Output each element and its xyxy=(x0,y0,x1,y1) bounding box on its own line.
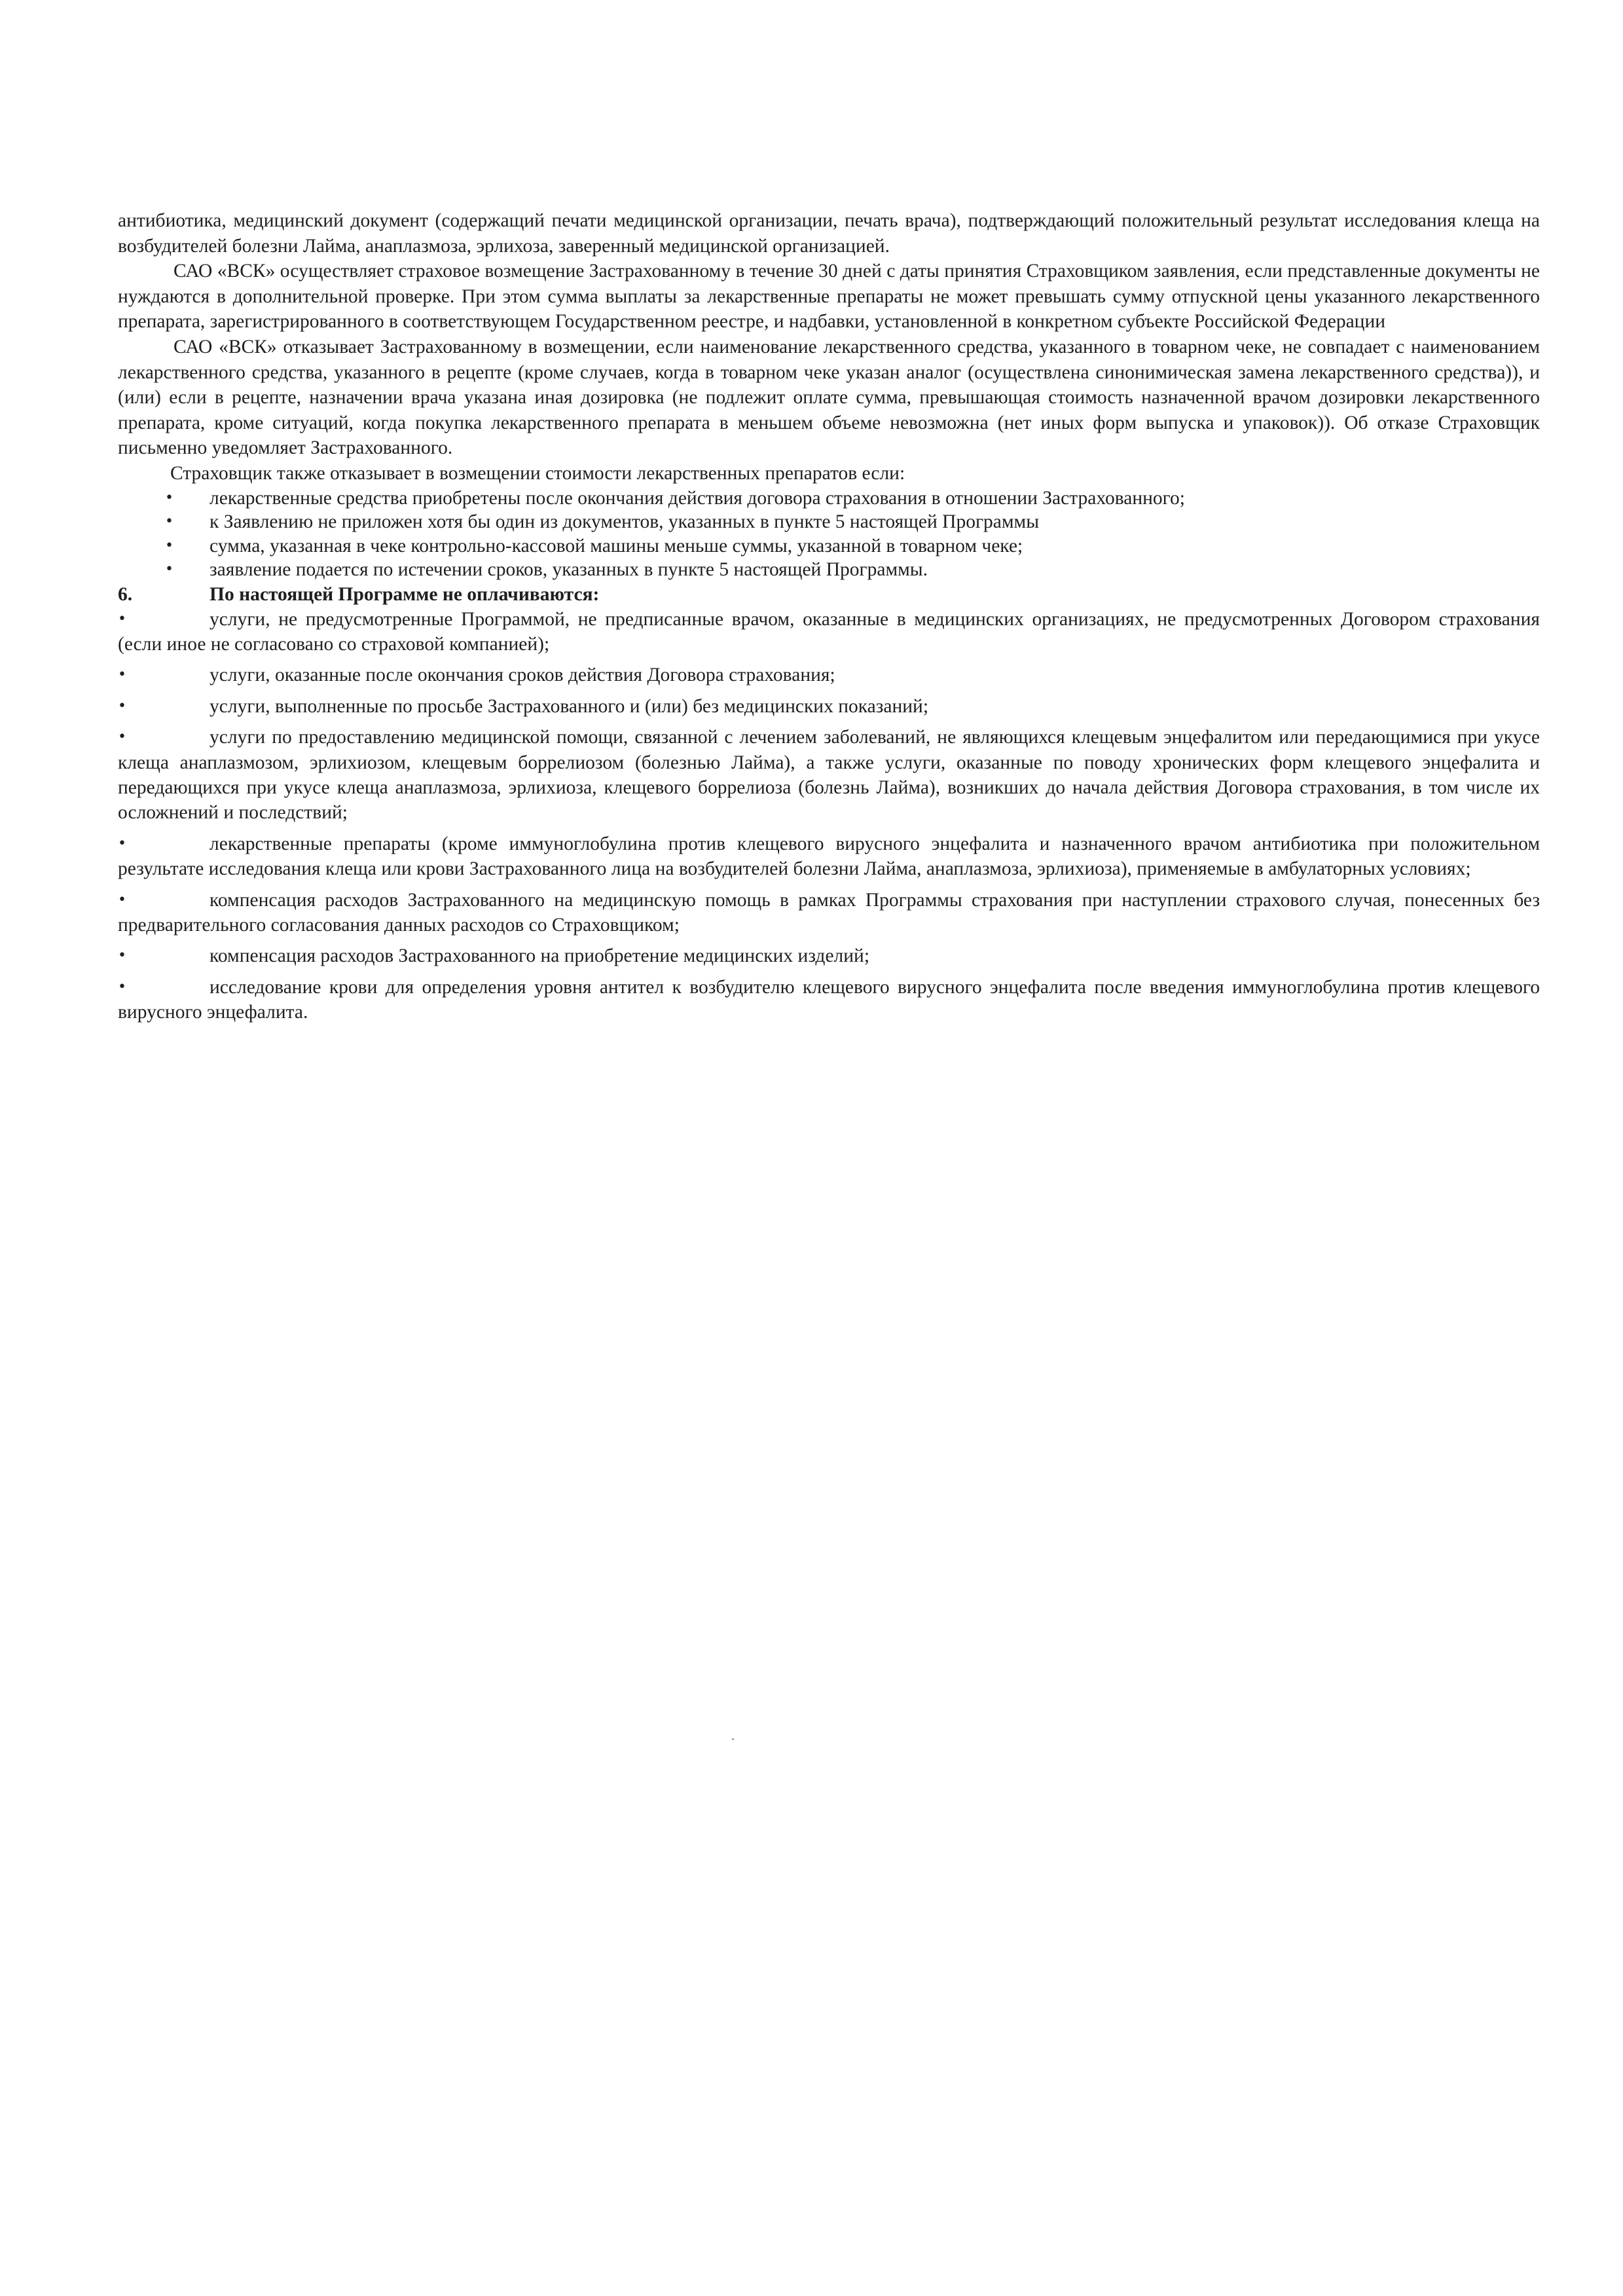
list-item-text: услуги, не предусмотренные Программой, не предписанные врачом, оказанные в медицинских организациях, не предусмотренных Договором страхования (если иное не согласовано со страховой компанией); xyxy=(118,608,1540,655)
list-item xyxy=(118,534,1540,558)
list-item xyxy=(118,725,1540,826)
list-item-text: лекарственные препараты (кроме иммуноглобулина против клещевого вирусного энцефалита и назначенного врачом антибиотика при положительном результате исследования клеща или крови Застрахованного лица на возбудителей болезни Лайма, анаплазмоза, эрлихиоза), применяемые в амбулаторных условиях; xyxy=(118,833,1540,880)
list-item-text: компенсация расходов Застрахованного на приобретение медицинских изделий; xyxy=(210,945,870,967)
list-item xyxy=(118,607,1540,657)
list-item-text: услуги по предоставлению медицинской помощи, связанной с лечением заболеваний, не являющихся клещевым энцефалитом или передающимися при укусе клеща анаплазмозом, эрлихиозом, клещевым боррелиозом (болезнью Лайма), а также услуги, оказанные по поводу хронических форм клещевого энцефалита и передающихся при укусе клеща анаплазмоза, эрлихиоза, клещевого боррелиоза (болезнь Лайма), возникших до начала действия Договора страхования, в том числе их осложнений и последствий; xyxy=(118,727,1540,824)
list-item xyxy=(118,943,1540,968)
section-heading xyxy=(118,582,1540,607)
list-item xyxy=(118,558,1540,582)
list-item xyxy=(118,888,1540,938)
list-item xyxy=(118,694,1540,719)
paragraph-refusal-conditions: САО «ВСК» отказывает Застрахованному в возмещении, если наименование лекарственного средства, указанного в товарном чеке, не совпадает с наименованием лекарственного средства, указанного в рецепте (кроме случаев, когда в товарном чеке указан аналог (осуществлена синонимическая замена лекарственного средства)), и (или) если в рецепте, назначении врача указана иная дозировка (не подлежит оплате сумма, превышающая стоимость назначенной врачом дозировки лекарственного препарата, кроме ситуаций, когда покупка лекарственного препарата в меньшем объеме невозможна (нет иных форм выпуска и упаковок)). Об отказе Страховщик письменно уведомляет Застрахованного. xyxy=(118,336,1540,459)
bullet-icon: • xyxy=(118,697,126,714)
list-item xyxy=(118,663,1540,687)
list-item-text: к Заявлению не приложен хотя бы один из документов, указанных в пункте 5 настоящей Программы xyxy=(210,511,1040,533)
list-item-text: лекарственные средства приобретены после окончания действия договора страхования в отношении Застрахованного; xyxy=(210,487,1185,509)
scan-speck xyxy=(732,1738,734,1740)
list-item-text: исследование крови для определения уровня антител к возбудителю клещевого вирусного энцефалита после введения иммуноглобулина против клещевого вирусного энцефалита. xyxy=(118,976,1540,1023)
bullet-icon: • xyxy=(165,513,173,530)
section-number: 6. xyxy=(118,583,133,605)
bullet-icon: • xyxy=(165,561,173,578)
list-item-text: компенсация расходов Застрахованного на медицинскую помощь в рамках Программы страхования при наступлении страхового случая, понесенных без предварительного согласования данных расходов со Страховщиком; xyxy=(118,889,1540,936)
list-item-text: заявление подается по истечении сроков, указанных в пункте 5 настоящей Программы. xyxy=(210,559,928,581)
paragraph-antibiotic-document: антибиотика, медицинский документ (содержащий печати медицинской организации, печать врача), подтверждающий положительный результат исследования клеща на возбудителей болезни Лайма, анаплазмоза, эрлихоза, заверенный медицинской организацией. xyxy=(118,210,1540,257)
bullet-icon: • xyxy=(118,610,126,627)
exclusions-list xyxy=(118,607,1540,1025)
bullet-icon: • xyxy=(118,891,126,908)
list-item-text: услуги, выполненные по просьбе Застрахованного и (или) без медицинских показаний; xyxy=(210,695,929,717)
section-title: По настоящей Программе не оплачиваются: xyxy=(210,583,600,605)
list-item-text: услуги, оказанные после окончания сроков действия Договора страхования; xyxy=(210,665,835,686)
bullet-icon: • xyxy=(118,729,126,746)
list-item-text: сумма, указанная в чеке контрольно-кассовой машины меньше суммы, указанной в товарном чеке; xyxy=(210,535,1023,556)
list-item xyxy=(118,486,1540,511)
bullet-icon: • xyxy=(118,947,126,964)
bullet-icon: • xyxy=(165,489,173,506)
bullet-icon: • xyxy=(118,835,126,852)
document-body xyxy=(118,208,1540,1031)
list-item xyxy=(118,975,1540,1025)
bullet-icon: • xyxy=(165,537,173,554)
list-item xyxy=(118,510,1540,534)
paragraph-reimbursement-terms: САО «ВСК» осуществляет страховое возмещение Застрахованному в течение 30 дней с даты принятия Страховщиком заявления, если представленные документы не нуждаются в дополнительной проверке. При этом сумма выплаты за лекарственные препараты не может превышать сумму отпускной цены указанного лекарственного препарата, зарегистрированного в соответствующем Государственном реестре, и надбавки, установленной в конкретном субъекте Российской Федерации xyxy=(118,261,1540,333)
paragraph-refusal-intro: Страховщик также отказывает в возмещении стоимости лекарственных препаратов если: xyxy=(170,462,905,484)
bullet-icon: • xyxy=(118,666,126,683)
refusal-list xyxy=(118,486,1540,582)
bullet-icon: • xyxy=(118,978,126,995)
list-item xyxy=(118,831,1540,882)
